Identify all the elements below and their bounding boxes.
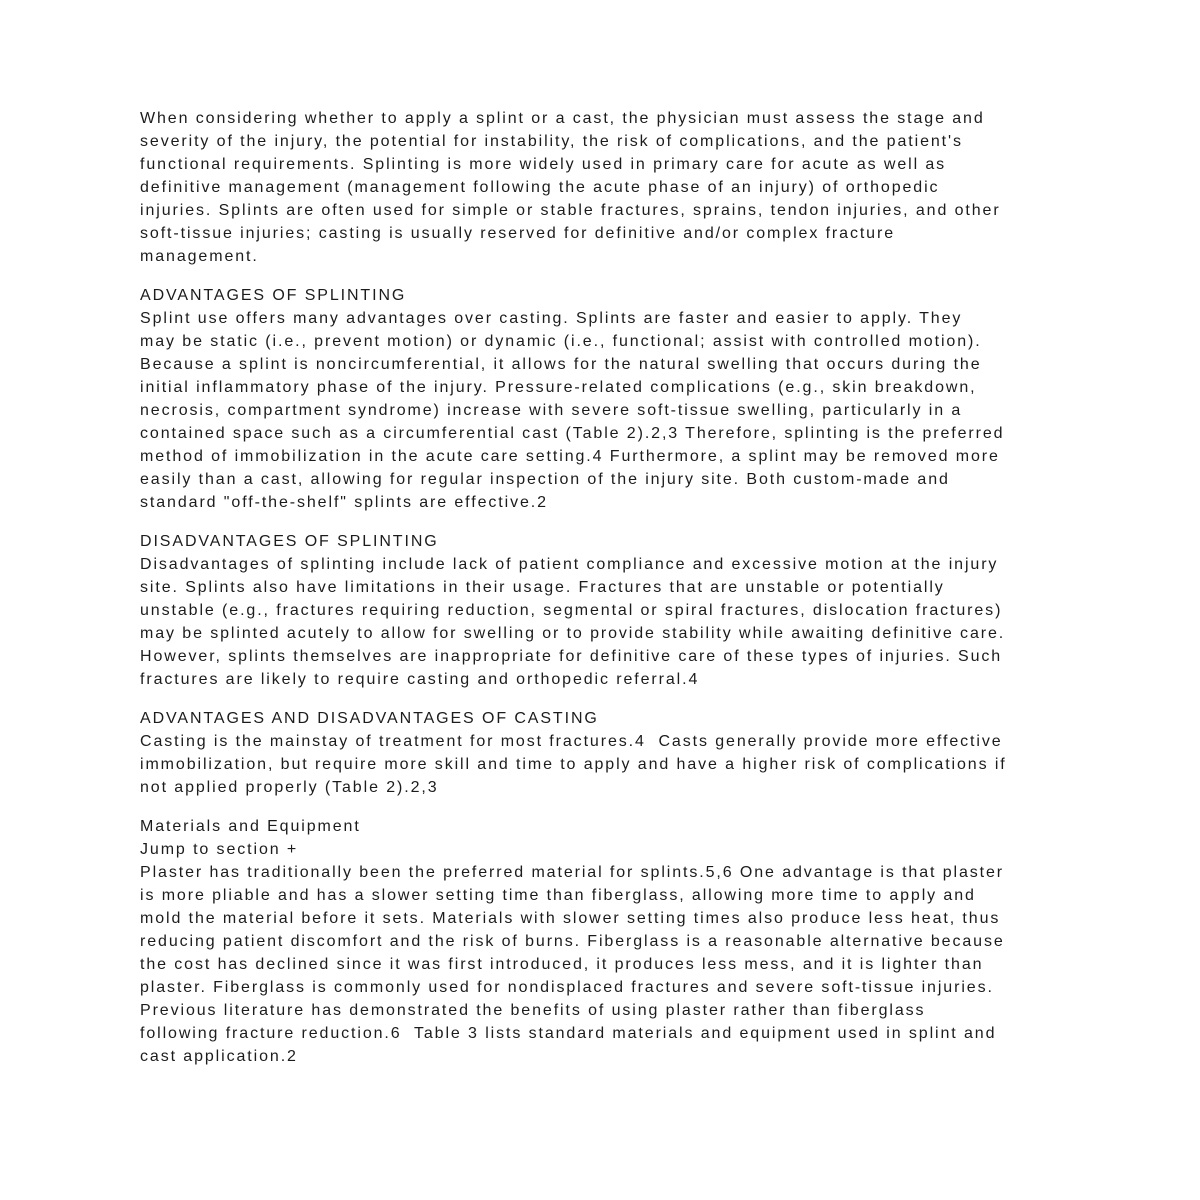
jump-to-section-link[interactable]: Jump to section +: [140, 841, 299, 858]
casting-paragraph-line: immobilization, but require more skill and time to apply and have a higher risk of complications if: [140, 756, 1007, 773]
disadvantages-of-splinting-paragraph-line: However, splints themselves are inappropriate for definitive care of these types of injuries. Such: [140, 648, 1003, 665]
advantages-of-splinting-paragraph-line: may be static (i.e., prevent motion) or dynamic (i.e., functional; assist with controlled motion).: [140, 333, 982, 350]
intro-paragraph-line: injuries. Splints are often used for simple or stable fractures, sprains, tendon injuries, and other: [140, 202, 1001, 219]
materials-and-equipment-paragraph-line: reducing patient discomfort and the risk of burns. Fiberglass is a reasonable alternative because: [140, 933, 1005, 950]
materials-and-equipment-paragraph-line: following fracture reduction.6 Table 3 lists standard materials and equipment used in splint and: [140, 1025, 997, 1042]
disadvantages-of-splinting-paragraph-line: may be splinted acutely to allow for swelling or to provide stability while awaiting definitive care.: [140, 625, 1006, 642]
casting-paragraph-line: Casting is the mainstay of treatment for most fractures.4 Casts generally provide more effective: [140, 733, 1003, 750]
materials-and-equipment-paragraph: [140, 861, 1080, 1068]
intro-paragraph-line: severity of the injury, the potential for instability, the risk of complications, and the patient's: [140, 133, 963, 150]
advantages-of-splinting-paragraph-line: initial inflammatory phase of the injury. Pressure-related complications (e.g., skin breakdown,: [140, 379, 977, 396]
advantages-of-splinting-paragraph-line: contained space such as a circumferential cast (Table 2).2,3 Therefore, splinting is the preferred: [140, 425, 1005, 442]
materials-and-equipment-paragraph-line: mold the material before it sets. Materials with slower setting times also produce less heat, thus: [140, 910, 1001, 927]
intro-paragraph-line: management.: [140, 248, 259, 265]
advantages-of-splinting-paragraph-line: easily than a cast, allowing for regular inspection of the injury site. Both custom-made and: [140, 471, 950, 488]
disadvantages-of-splinting-paragraph-line: site. Splints also have limitations in their usage. Fractures that are unstable or potentially: [140, 579, 945, 596]
advantages-of-splinting-paragraph-line: method of immobilization in the acute care setting.4 Furthermore, a splint may be removed more: [140, 448, 1000, 465]
advantages-of-splinting-paragraph-line: Because a splint is noncircumferential, it allows for the natural swelling that occurs during the: [140, 356, 982, 373]
disadvantages-of-splinting-paragraph-line: unstable (e.g., fractures requiring reduction, segmental or spiral fractures, dislocation fractures): [140, 602, 1003, 619]
materials-and-equipment-paragraph-line: Plaster has traditionally been the preferred material for splints.5,6 One advantage is that plaster: [140, 864, 1005, 881]
disadvantages-of-splinting-paragraph: [140, 553, 1080, 691]
heading-advantages-and-disadvantages-of-casting: ADVANTAGES AND DISADVANTAGES OF CASTING: [140, 710, 599, 727]
materials-and-equipment-paragraph-line: Previous literature has demonstrated the benefits of using plaster rather than fiberglass: [140, 1002, 926, 1019]
heading-materials-and-equipment: Materials and Equipment: [140, 818, 361, 835]
advantages-of-splinting-paragraph-line: necrosis, compartment syndrome) increase with severe soft-tissue swelling, particularly in a: [140, 402, 963, 419]
article-text: [140, 107, 1080, 1068]
advantages-of-splinting-paragraph-line: Splint use offers many advantages over casting. Splints are faster and easier to apply. They: [140, 310, 963, 327]
intro-paragraph-line: When considering whether to apply a splint or a cast, the physician must assess the stage and: [140, 110, 985, 127]
intro-paragraph-line: definitive management (management following the acute phase of an injury) of orthopedic: [140, 179, 940, 196]
materials-and-equipment-paragraph-line: the cost has declined since it was first introduced, it produces less mess, and it is lighter than: [140, 956, 984, 973]
materials-and-equipment-paragraph-line: cast application.2: [140, 1048, 298, 1065]
materials-and-equipment-paragraph-line: is more pliable and has a slower setting time than fiberglass, allowing more time to apply and: [140, 887, 976, 904]
intro-paragraph: [140, 107, 1080, 268]
intro-paragraph-line: functional requirements. Splinting is more widely used in primary care for acute as well as: [140, 156, 947, 173]
advantages-of-splinting-paragraph-line: standard "off-the-shelf" splints are effective.2: [140, 494, 548, 511]
disadvantages-of-splinting-paragraph-line: Disadvantages of splinting include lack of patient compliance and excessive motion at the injury: [140, 556, 999, 573]
intro-paragraph-line: soft-tissue injuries; casting is usually reserved for definitive and/or complex fracture: [140, 225, 896, 242]
materials-and-equipment-paragraph-line: plaster. Fiberglass is commonly used for nondisplaced fractures and severe soft-tissue injuries.: [140, 979, 994, 996]
heading-disadvantages-of-splinting: DISADVANTAGES OF SPLINTING: [140, 533, 439, 550]
advantages-of-splinting-paragraph: [140, 307, 1080, 514]
disadvantages-of-splinting-paragraph-line: fractures are likely to require casting and orthopedic referral.4: [140, 671, 700, 688]
heading-advantages-of-splinting: ADVANTAGES OF SPLINTING: [140, 287, 407, 304]
casting-paragraph-line: not applied properly (Table 2).2,3: [140, 779, 439, 796]
casting-paragraph: [140, 730, 1080, 799]
